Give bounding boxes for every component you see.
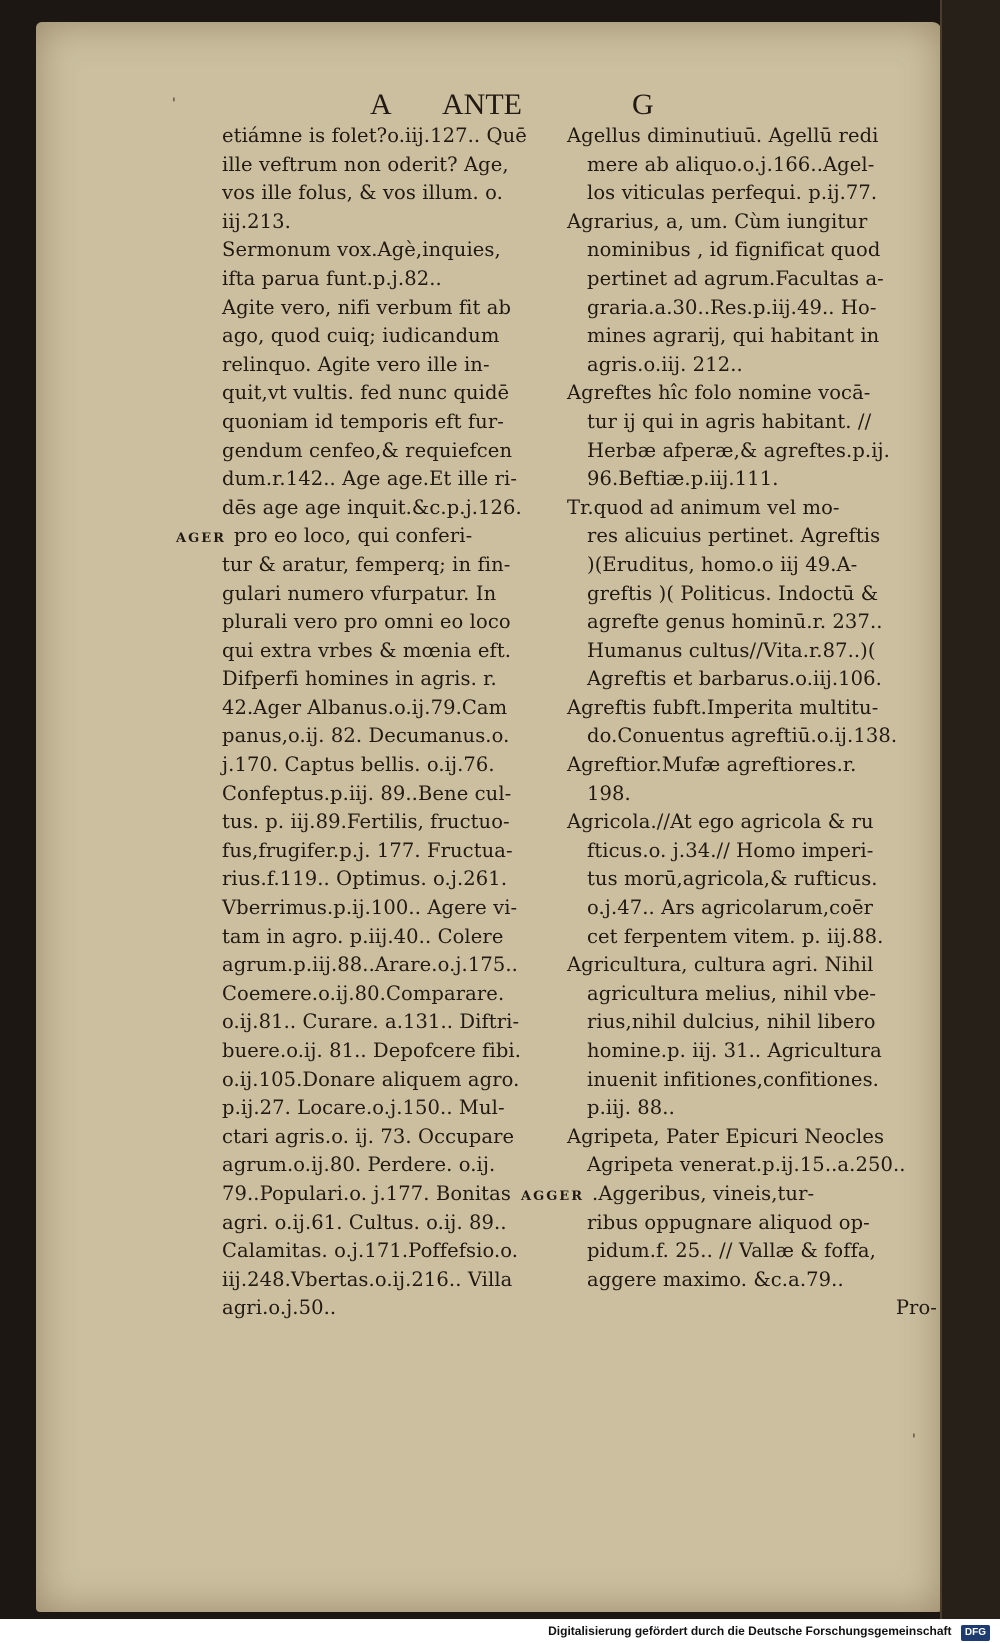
- line-text: Agreftior.Mufæ agreftiores.r.: [567, 753, 857, 777]
- text-line: [222, 294, 562, 323]
- line-text: p.iij. 88..: [587, 1096, 675, 1120]
- left-column: [176, 122, 562, 1323]
- text-line: [222, 808, 562, 837]
- text-line: [222, 865, 562, 894]
- line-text: iij.213.: [222, 209, 291, 233]
- text-line: [222, 1180, 562, 1209]
- line-text: ago, quod cuiq; iudicandum: [222, 324, 500, 348]
- text-line: [222, 980, 562, 1009]
- text-line: [567, 608, 957, 637]
- text-line: [567, 408, 957, 437]
- text-line: [567, 665, 957, 694]
- text-line: [567, 923, 957, 952]
- text-line: [567, 837, 957, 866]
- entry-headword: AGER: [176, 531, 226, 547]
- text-line: [222, 179, 562, 208]
- line-text: iij.248.Vbertas.o.ij.216.. Villa: [222, 1267, 513, 1291]
- text-line: [222, 580, 562, 609]
- text-line: [222, 1066, 562, 1095]
- text-line: [567, 1008, 957, 1037]
- line-text: rius,nihil dulcius, nihil libero: [587, 1010, 876, 1034]
- line-text: agricultura melius, nihil vbe-: [587, 981, 877, 1005]
- line-text: gulari numero vfurpatur. In: [222, 581, 497, 605]
- text-line: [567, 322, 957, 351]
- line-text: 96.Beftiæ.p.iij.111.: [587, 467, 779, 491]
- digitization-footer: [0, 1619, 1000, 1643]
- text-line: [567, 694, 937, 723]
- line-text: nominibus , id fignificat quod: [587, 238, 881, 262]
- line-text: ifta parua funt.p.j.82..: [222, 266, 442, 290]
- text-line: [567, 294, 957, 323]
- text-line: [567, 637, 957, 666]
- line-text: Confeptus.p.iij. 89..Bene cul-: [222, 781, 512, 805]
- text-line: [222, 494, 562, 523]
- entry-headword: AGGER: [521, 1188, 585, 1204]
- text-line: [222, 637, 562, 666]
- line-text: quoniam id temporis eft fur-: [222, 409, 504, 433]
- line-text: Agreftis et barbarus.o.iij.106.: [587, 667, 882, 691]
- line-text: Agrarius, a, um. Cùm iungitur: [567, 209, 868, 233]
- text-line: [222, 265, 562, 294]
- line-text: Agellus diminutiuū. Agellū redi: [567, 124, 879, 147]
- line-text: Difperfi homines in agris. r.: [222, 667, 497, 691]
- text-line: [222, 379, 562, 408]
- line-text: o.j.47.. Ars agricolarum,coēr: [587, 896, 874, 920]
- line-text: Agite vero, nifi verbum fit ab: [222, 295, 512, 319]
- line-text: gendum cenfeo,& requiefcen: [222, 438, 513, 462]
- text-line: [567, 580, 957, 609]
- line-text: aggere maximo. &c.a.79..: [587, 1267, 844, 1291]
- line-text: agrum.o.ij.80. Perdere. o.ij.: [222, 1153, 496, 1177]
- text-line: [567, 1266, 957, 1295]
- line-text: quit,vt vultis. fed nunc quidē: [222, 381, 510, 405]
- line-text: )(Eruditus, homo.o iij 49.A-: [587, 552, 858, 576]
- text-line: [222, 608, 562, 637]
- text-line: [222, 1151, 562, 1180]
- line-text: pertinet ad agrum.Facultas a-: [587, 266, 884, 290]
- line-text: inuenit infitiones,confitiones.: [587, 1067, 879, 1091]
- text-line: [567, 437, 957, 466]
- text-line: [567, 980, 957, 1009]
- text-line: [567, 465, 957, 494]
- header-letter-right: G: [632, 88, 654, 121]
- text-line: [567, 551, 957, 580]
- line-text: o.ij.81.. Curare. a.131.. Diftri-: [222, 1010, 520, 1034]
- line-text: tam in agro. p.iij.40.. Colere: [222, 924, 504, 948]
- text-line: [567, 1123, 937, 1152]
- line-text: 198.: [587, 781, 631, 805]
- text-line: [222, 722, 562, 751]
- text-line: [222, 465, 562, 494]
- text-line: [567, 208, 937, 237]
- text-line: [222, 694, 562, 723]
- text-line: [567, 894, 957, 923]
- line-text: o.ij.105.Donare aliquem agro.: [222, 1067, 520, 1091]
- text-line: [567, 780, 957, 809]
- line-text: ribus oppugnare aliquod op-: [587, 1210, 870, 1234]
- text-line: [567, 265, 957, 294]
- line-text: buere.o.ij. 81.. Depofcere fibi.: [222, 1039, 522, 1062]
- line-text: plurali vero pro omni eo loco: [222, 610, 511, 634]
- margin-mark: ': [912, 1432, 916, 1448]
- text-line: [222, 408, 562, 437]
- text-line: [567, 179, 957, 208]
- right-column: [521, 122, 939, 1323]
- text-line: [567, 1209, 957, 1238]
- dfg-logo: DFG: [961, 1625, 990, 1641]
- line-text: agri. o.ij.61. Cultus. o.ij. 89..: [222, 1210, 507, 1234]
- text-line: [222, 1037, 562, 1066]
- line-text: Herbæ afperæ,& agreftes.p.ij.: [587, 438, 890, 462]
- text-line: [222, 208, 562, 237]
- text-line: [222, 780, 562, 809]
- text-line: [222, 236, 562, 265]
- text-line: [567, 236, 957, 265]
- line-text: 79..Populari.o. j.177. Bonitas: [222, 1181, 511, 1205]
- line-text: Vberrimus.p.ij.100.. Agere vi-: [222, 896, 518, 920]
- margin-mark: ': [172, 96, 176, 112]
- text-line: [222, 551, 562, 580]
- line-text: cet ferpentem vitem. p. iij.88.: [587, 924, 884, 948]
- line-text: pidum.f. 25.. // Vallæ & foffa,: [587, 1239, 876, 1263]
- line-text: Agripeta venerat.p.ij.15..a.250..: [587, 1153, 906, 1177]
- line-text: relinquo. Agite vero ille in-: [222, 352, 490, 376]
- line-text: panus,o.ij. 82. Decumanus.o.: [222, 724, 510, 748]
- line-text: tur ij qui in agris habitant. //: [587, 409, 872, 433]
- line-text: res alicuius pertinet. Agreftis: [587, 524, 881, 548]
- line-text: etiámne is folet?o.iij.127.. Quē: [222, 124, 527, 147]
- line-text: Sermonum vox.Agè,inquies,: [222, 238, 501, 262]
- text-line: [567, 522, 957, 551]
- line-text: Agreftes hîc folo nomine vocā-: [567, 381, 871, 405]
- line-text: agri.o.j.50..: [222, 1296, 337, 1320]
- line-text: greftis )( Politicus. Indoctū &: [587, 581, 879, 605]
- line-text: fticus.o. j.34.// Homo imperi-: [587, 838, 874, 862]
- text-line: [222, 1237, 562, 1266]
- text-line: [567, 379, 937, 408]
- line-text: Agricultura, cultura agri. Nihil: [567, 953, 874, 977]
- text-line: [222, 1008, 562, 1037]
- text-line: [567, 1237, 957, 1266]
- text-line: [222, 122, 562, 151]
- line-text: mere ab aliquo.o.j.166..Agel-: [587, 152, 875, 176]
- text-line: [222, 665, 562, 694]
- line-text: Agricola.//At ego agricola & ru: [567, 810, 874, 834]
- line-text: Tr.quod ad animum vel mo-: [567, 495, 840, 519]
- line-text: 42.Ager Albanus.o.ij.79.Cam: [222, 695, 508, 719]
- line-text: agrum.p.iij.88..Arare.o.j.175..: [222, 953, 518, 977]
- line-text: mines agrarij, qui habitant in: [587, 324, 880, 348]
- line-text: ille veftrum non oderit? Age,: [222, 152, 509, 176]
- text-line: [222, 1123, 562, 1152]
- text-line: [222, 351, 562, 380]
- line-text: dēs age age inquit.&c.p.j.126.: [222, 495, 522, 519]
- text-line: [222, 951, 562, 980]
- text-line: [222, 837, 562, 866]
- text-line: [567, 1094, 957, 1123]
- text-line: [567, 151, 957, 180]
- line-text: do.Conuentus agreftiū.o.ij.138.: [587, 724, 898, 748]
- line-text: ctari agris.o. ij. 73. Occupare: [222, 1124, 515, 1148]
- text-line: [222, 751, 562, 780]
- line-text: Coemere.o.ij.80.Comparare.: [222, 981, 505, 1005]
- line-text: tus. p. iij.89.Fertilis, fructuo-: [222, 810, 510, 834]
- text-line: [222, 437, 562, 466]
- text-line: [521, 1180, 891, 1209]
- line-text: Pro-: [895, 1296, 937, 1320]
- line-text: agris.o.iij. 212..: [587, 352, 743, 376]
- line-text: Calamitas. o.j.171.Poffefsio.o.: [222, 1239, 519, 1263]
- text-line: [567, 751, 937, 780]
- text-line: [567, 351, 957, 380]
- footer-text: Digitalisierung gefördert durch die Deutsche Forschungsgemeinschaft: [548, 1624, 952, 1638]
- line-text: agrefte genus hominū.r. 237..: [587, 610, 883, 634]
- header-letter-left: A: [370, 88, 392, 121]
- text-line: [567, 1037, 957, 1066]
- line-text: Agripeta, Pater Epicuri Neocles: [567, 1124, 885, 1148]
- line-text: qui extra vrbes & mœnia eft.: [222, 638, 512, 662]
- line-text: j.170. Captus bellis. o.ij.76.: [222, 753, 495, 777]
- line-text: homine.p. iij. 31.. Agricultura: [587, 1039, 882, 1062]
- text-line: [567, 122, 937, 151]
- text-line: [567, 494, 937, 523]
- line-text: fus,frugifer.p.j. 177. Fructua-: [222, 838, 513, 862]
- header-word: ANTE: [442, 88, 522, 121]
- text-line: [222, 894, 562, 923]
- line-text: dum.r.142.. Age age.Et ille ri-: [222, 467, 518, 491]
- line-text: vos ille folus, & vos illum. o.: [222, 181, 503, 205]
- text-line: [222, 322, 562, 351]
- text-line: [176, 522, 516, 551]
- line-text: los viticulas perfequi. p.ij.77.: [587, 181, 878, 205]
- text-line: [567, 722, 957, 751]
- text-line: [567, 1151, 957, 1180]
- line-text: rius.f.119.. Optimus. o.j.261.: [222, 867, 508, 891]
- text-line: [567, 808, 937, 837]
- text-line: [567, 951, 937, 980]
- text-line: [222, 923, 562, 952]
- line-text: graria.a.30..Res.p.iij.49.. Ho-: [587, 295, 877, 319]
- text-line: [222, 1209, 562, 1238]
- line-text: tur & aratur, femperq; in fin-: [222, 552, 511, 576]
- text-line: [222, 1294, 562, 1323]
- text-line: [222, 1266, 562, 1295]
- text-line: [222, 1094, 562, 1123]
- line-text: pro eo loco, qui conferi-: [233, 524, 473, 548]
- text-line: [222, 151, 562, 180]
- text-line: [567, 1066, 957, 1095]
- text-line: [567, 865, 957, 894]
- line-text: .Aggeribus, vineis,tur-: [592, 1181, 815, 1205]
- text-line: [567, 1294, 967, 1323]
- line-text: p.ij.27. Locare.o.j.150.. Mul-: [222, 1096, 505, 1120]
- line-text: Humanus cultus//Vita.r.87..)(: [587, 638, 876, 662]
- line-text: tus morū,agricola,& rufticus.: [587, 867, 878, 891]
- line-text: Agreftis fubft.Imperita multitu-: [567, 695, 879, 719]
